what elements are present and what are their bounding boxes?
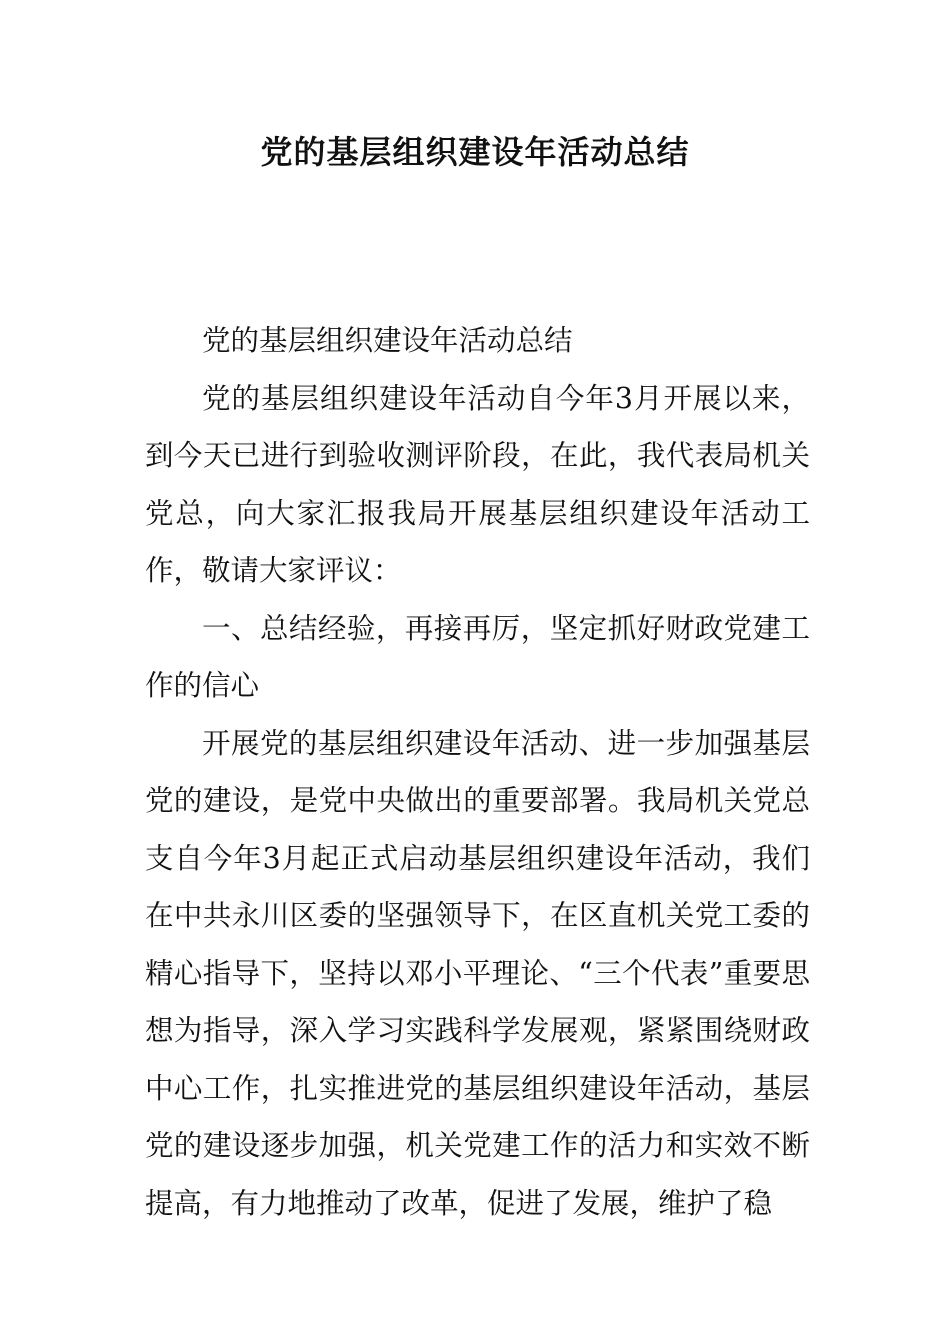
document-body — [145, 312, 810, 1232]
paragraph-subtitle: 党的基层组织建设年活动总结 — [202, 324, 573, 357]
paragraph-body: 开展党的基层组织建设年活动、进一步加强基层党的建设，是党中央做出的重要部署。我局机关党总支自今年3月起正式启动基层组织建设年活动，我们在中共永川区委的坚强领导下，在区直机关党工委的精心指导下，坚持以邓小平理论、“三个代表”重要思想为指导，深入学习实践科学发展观，紧紧围绕财政中心工作，扎实推进党的基层组织建设年活动，基层党的建设逐步加强，机关党建工作的活力和实效不断提高，有力地推动了改革，促进了发展，维护了稳 — [145, 726, 810, 1220]
paragraph-intro: 党的基层组织建设年活动自今年3月开展以来，到今天已进行到验收测评阶段，在此，我代表局机关党总，向大家汇报我局开展基层组织建设年活动工作，敬请大家评议： — [145, 381, 810, 587]
section-heading-1: 一、总结经验，再接再厉，坚定抓好财政党建工作的信心 — [145, 611, 810, 702]
document-title: 党的基层组织建设年活动总结 — [260, 133, 690, 171]
